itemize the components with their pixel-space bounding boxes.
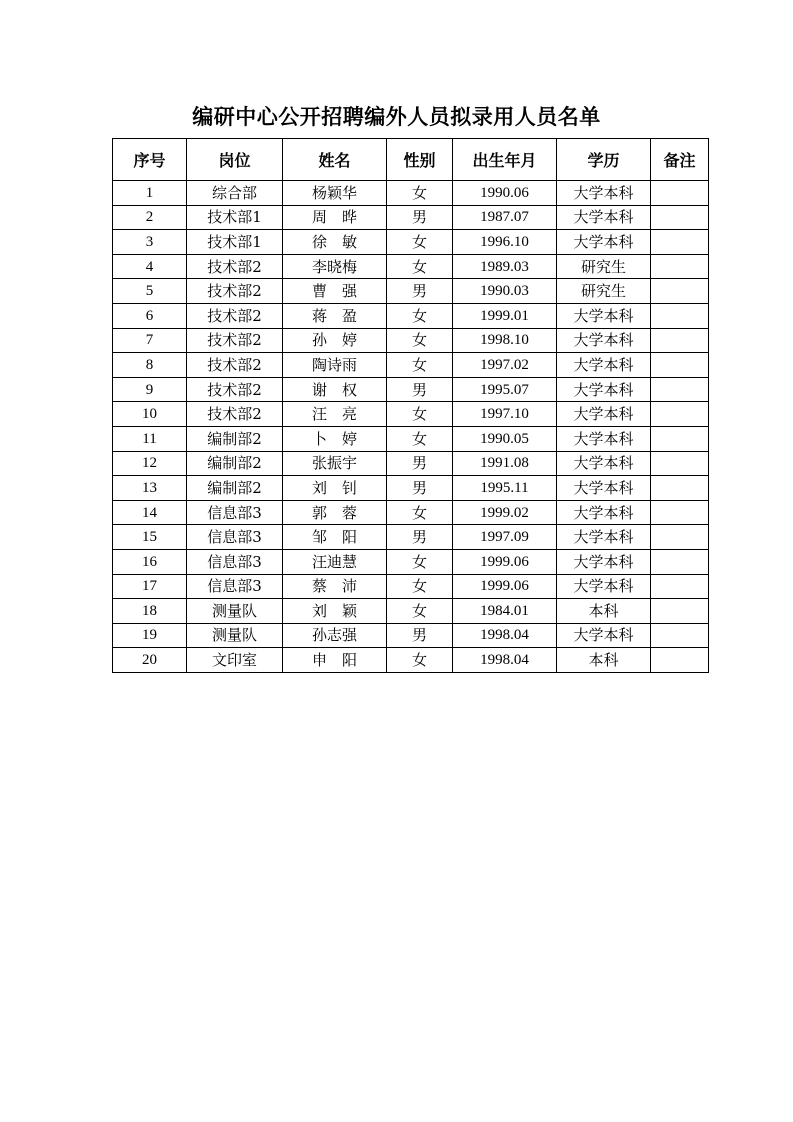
- table-row: [113, 181, 709, 206]
- cell-education: 大学本科: [557, 525, 651, 550]
- table-row: [113, 648, 709, 673]
- table-row: [113, 451, 709, 476]
- header-post: 岗位: [187, 139, 283, 181]
- cell-education: 大学本科: [557, 230, 651, 255]
- cell-post: 信息部3: [187, 500, 283, 525]
- cell-name: 张振宇: [283, 451, 387, 476]
- cell-education: 大学本科: [557, 574, 651, 599]
- cell-remarks: [651, 230, 709, 255]
- cell-remarks: [651, 549, 709, 574]
- cell-post: 文印室: [187, 648, 283, 673]
- cell-serial-number: 17: [113, 574, 187, 599]
- cell-remarks: [651, 476, 709, 501]
- cell-education: 大学本科: [557, 623, 651, 648]
- table-row: [113, 574, 709, 599]
- cell-gender: 男: [387, 476, 453, 501]
- cell-name: 刘 颖: [283, 599, 387, 624]
- cell-education: 大学本科: [557, 426, 651, 451]
- table-row: [113, 476, 709, 501]
- cell-gender: 女: [387, 353, 453, 378]
- cell-post: 技术部2: [187, 402, 283, 427]
- table-row: [113, 500, 709, 525]
- cell-education: 本科: [557, 599, 651, 624]
- cell-gender: 女: [387, 402, 453, 427]
- cell-gender: 女: [387, 500, 453, 525]
- cell-gender: 女: [387, 599, 453, 624]
- cell-birth-date: 1999.06: [453, 549, 557, 574]
- cell-post: 编制部2: [187, 451, 283, 476]
- cell-serial-number: 14: [113, 500, 187, 525]
- cell-serial-number: 13: [113, 476, 187, 501]
- cell-post: 技术部2: [187, 279, 283, 304]
- cell-gender: 男: [387, 451, 453, 476]
- table-row: [113, 230, 709, 255]
- cell-post: 技术部2: [187, 353, 283, 378]
- cell-serial-number: 16: [113, 549, 187, 574]
- cell-gender: 女: [387, 181, 453, 206]
- cell-post: 信息部3: [187, 574, 283, 599]
- cell-serial-number: 1: [113, 181, 187, 206]
- cell-gender: 女: [387, 648, 453, 673]
- cell-name: 周 晔: [283, 205, 387, 230]
- cell-name: 汪迪慧: [283, 549, 387, 574]
- cell-post: 技术部2: [187, 328, 283, 353]
- cell-remarks: [651, 402, 709, 427]
- cell-name: 卜 婷: [283, 426, 387, 451]
- table-header-row: [113, 139, 709, 181]
- cell-name: 李晓梅: [283, 254, 387, 279]
- cell-name: 曹 强: [283, 279, 387, 304]
- cell-birth-date: 1990.05: [453, 426, 557, 451]
- cell-birth-date: 1990.06: [453, 181, 557, 206]
- cell-education: 大学本科: [557, 500, 651, 525]
- cell-post: 编制部2: [187, 476, 283, 501]
- cell-remarks: [651, 353, 709, 378]
- cell-birth-date: 1998.04: [453, 648, 557, 673]
- cell-remarks: [651, 377, 709, 402]
- cell-remarks: [651, 303, 709, 328]
- cell-education: 大学本科: [557, 377, 651, 402]
- cell-remarks: [651, 279, 709, 304]
- cell-name: 申 阳: [283, 648, 387, 673]
- cell-gender: 女: [387, 303, 453, 328]
- table-row: [113, 623, 709, 648]
- table-row: [113, 402, 709, 427]
- cell-education: 研究生: [557, 279, 651, 304]
- table-row: [113, 549, 709, 574]
- cell-birth-date: 1995.07: [453, 377, 557, 402]
- cell-remarks: [651, 451, 709, 476]
- cell-post: 编制部2: [187, 426, 283, 451]
- cell-name: 徐 敏: [283, 230, 387, 255]
- cell-post: 综合部: [187, 181, 283, 206]
- cell-serial-number: 12: [113, 451, 187, 476]
- cell-remarks: [651, 181, 709, 206]
- header-serial-number: 序号: [113, 139, 187, 181]
- cell-birth-date: 1997.10: [453, 402, 557, 427]
- cell-post: 技术部1: [187, 205, 283, 230]
- cell-name: 邹 阳: [283, 525, 387, 550]
- document-title: 编研中心公开招聘编外人员拟录用人员名单: [192, 105, 601, 129]
- cell-serial-number: 5: [113, 279, 187, 304]
- cell-name: 汪 亮: [283, 402, 387, 427]
- cell-post: 信息部3: [187, 549, 283, 574]
- cell-name: 刘 钊: [283, 476, 387, 501]
- cell-gender: 女: [387, 574, 453, 599]
- cell-gender: 女: [387, 549, 453, 574]
- cell-remarks: [651, 328, 709, 353]
- cell-gender: 女: [387, 230, 453, 255]
- cell-remarks: [651, 525, 709, 550]
- cell-post: 技术部2: [187, 377, 283, 402]
- cell-birth-date: 1989.03: [453, 254, 557, 279]
- table-row: [113, 303, 709, 328]
- cell-serial-number: 20: [113, 648, 187, 673]
- table-row: [113, 377, 709, 402]
- cell-birth-date: 1997.09: [453, 525, 557, 550]
- table-row: [113, 279, 709, 304]
- cell-education: 大学本科: [557, 549, 651, 574]
- cell-name: 蒋 盈: [283, 303, 387, 328]
- table-row: [113, 525, 709, 550]
- cell-name: 郭 蓉: [283, 500, 387, 525]
- header-birth-date: 出生年月: [453, 139, 557, 181]
- cell-post: 信息部3: [187, 525, 283, 550]
- cell-birth-date: 1999.01: [453, 303, 557, 328]
- table-row: [113, 205, 709, 230]
- cell-serial-number: 2: [113, 205, 187, 230]
- cell-name: 孙 婷: [283, 328, 387, 353]
- cell-serial-number: 3: [113, 230, 187, 255]
- cell-remarks: [651, 648, 709, 673]
- cell-birth-date: 1997.02: [453, 353, 557, 378]
- header-remarks: 备注: [651, 139, 709, 181]
- cell-education: 大学本科: [557, 328, 651, 353]
- cell-birth-date: 1996.10: [453, 230, 557, 255]
- cell-serial-number: 15: [113, 525, 187, 550]
- cell-serial-number: 4: [113, 254, 187, 279]
- cell-post: 测量队: [187, 599, 283, 624]
- cell-serial-number: 7: [113, 328, 187, 353]
- table-body: [113, 181, 709, 673]
- cell-education: 大学本科: [557, 451, 651, 476]
- cell-post: 技术部2: [187, 254, 283, 279]
- cell-post: 技术部2: [187, 303, 283, 328]
- cell-name: 杨颖华: [283, 181, 387, 206]
- cell-remarks: [651, 205, 709, 230]
- cell-post: 技术部1: [187, 230, 283, 255]
- cell-gender: 男: [387, 279, 453, 304]
- cell-name: 孙志强: [283, 623, 387, 648]
- table-row: [113, 599, 709, 624]
- table-row: [113, 426, 709, 451]
- cell-post: 测量队: [187, 623, 283, 648]
- cell-education: 本科: [557, 648, 651, 673]
- cell-education: 大学本科: [557, 402, 651, 427]
- header-name: 姓名: [283, 139, 387, 181]
- cell-gender: 女: [387, 426, 453, 451]
- cell-education: 大学本科: [557, 353, 651, 378]
- cell-serial-number: 8: [113, 353, 187, 378]
- cell-gender: 女: [387, 254, 453, 279]
- cell-gender: 女: [387, 328, 453, 353]
- cell-birth-date: 1999.02: [453, 500, 557, 525]
- hiring-roster-table: [112, 138, 709, 673]
- cell-education: 大学本科: [557, 205, 651, 230]
- cell-birth-date: 1984.01: [453, 599, 557, 624]
- cell-remarks: [651, 426, 709, 451]
- cell-gender: 男: [387, 525, 453, 550]
- cell-remarks: [651, 574, 709, 599]
- cell-birth-date: 1998.04: [453, 623, 557, 648]
- cell-gender: 男: [387, 623, 453, 648]
- table-row: [113, 353, 709, 378]
- cell-education: 大学本科: [557, 181, 651, 206]
- header-gender: 性别: [387, 139, 453, 181]
- cell-name: 陶诗雨: [283, 353, 387, 378]
- header-education: 学历: [557, 139, 651, 181]
- cell-birth-date: 1987.07: [453, 205, 557, 230]
- cell-birth-date: 1995.11: [453, 476, 557, 501]
- cell-birth-date: 1999.06: [453, 574, 557, 599]
- cell-birth-date: 1990.03: [453, 279, 557, 304]
- cell-birth-date: 1998.10: [453, 328, 557, 353]
- cell-remarks: [651, 254, 709, 279]
- cell-education: 研究生: [557, 254, 651, 279]
- cell-remarks: [651, 623, 709, 648]
- cell-gender: 男: [387, 377, 453, 402]
- table-row: [113, 328, 709, 353]
- cell-serial-number: 19: [113, 623, 187, 648]
- cell-birth-date: 1991.08: [453, 451, 557, 476]
- cell-serial-number: 11: [113, 426, 187, 451]
- cell-remarks: [651, 599, 709, 624]
- cell-serial-number: 18: [113, 599, 187, 624]
- cell-serial-number: 9: [113, 377, 187, 402]
- table-row: [113, 254, 709, 279]
- cell-name: 谢 权: [283, 377, 387, 402]
- cell-serial-number: 10: [113, 402, 187, 427]
- cell-remarks: [651, 500, 709, 525]
- cell-education: 大学本科: [557, 303, 651, 328]
- cell-serial-number: 6: [113, 303, 187, 328]
- cell-name: 蔡 沛: [283, 574, 387, 599]
- cell-education: 大学本科: [557, 476, 651, 501]
- cell-gender: 男: [387, 205, 453, 230]
